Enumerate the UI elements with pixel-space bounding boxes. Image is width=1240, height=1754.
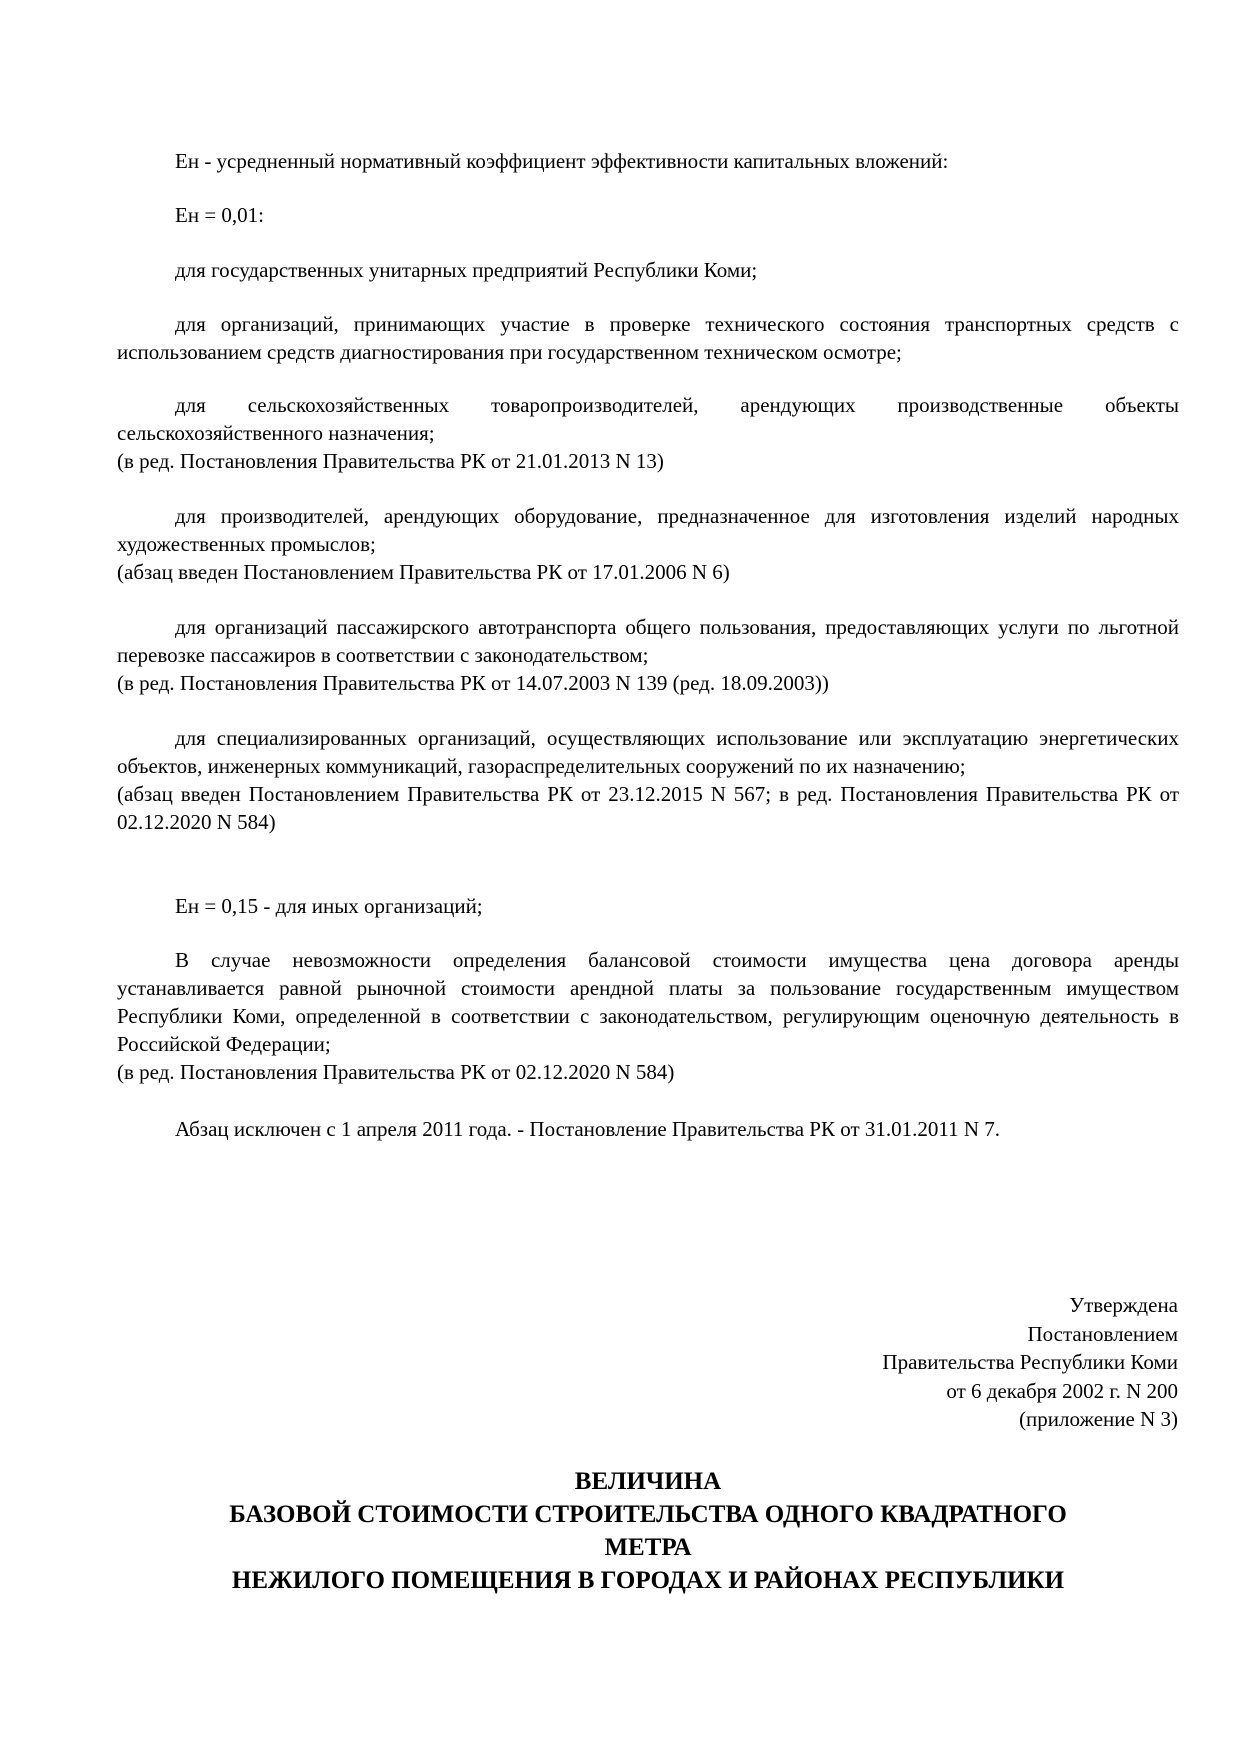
paragraph-crafts <box>117 502 1179 586</box>
amendment-note: (абзац введен Постановлением Правительства РК от 17.01.2006 N 6) <box>117 560 730 584</box>
paragraph-text: для специализированных организаций, осуществляющих использование или эксплуатацию энергетических объектов, инженерных коммуникаций, газораспределительных сооружений по их назначению; <box>117 726 1179 778</box>
approval-block <box>882 1291 1178 1434</box>
paragraph-excluded <box>117 1115 1179 1143</box>
paragraph-transport <box>117 613 1179 697</box>
paragraph-energy <box>117 724 1179 836</box>
paragraph-text: для государственных унитарных предприятий Республики Коми; <box>175 258 758 282</box>
paragraph-text: для сельскохозяйственных товаропроизводителей, арендующих производственные объекты сельскохозяйственного назначения; <box>117 393 1179 445</box>
approval-line: Утверждена <box>1069 1293 1178 1317</box>
amendment-note: (абзац введен Постановлением Правительства РК от 23.12.2015 N 567; в ред. Постановления Правительства РК от 02.12.2020 N 584) <box>117 782 1179 834</box>
paragraph-text: Абзац исключен с 1 апреля 2011 года. - Постановление Правительства РК от 31.01.2011 N 7. <box>175 1117 1001 1141</box>
paragraph-market-value <box>117 946 1179 1086</box>
approval-line: Постановлением <box>1027 1321 1178 1346</box>
paragraph-text: Ен = 0,01: <box>175 203 264 227</box>
approval-line: от 6 декабря 2002 г. N 200 <box>946 1378 1178 1403</box>
title-line: БАЗОВОЙ СТОИМОСТИ СТРОИТЕЛЬСТВА ОДНОГО КВАДРАТНОГО <box>229 1501 1067 1528</box>
paragraph-text: Ен - усредненный нормативный коэффициент эффективности капитальных вложений: <box>175 149 949 173</box>
amendment-note: (в ред. Постановления Правительства РК от 21.01.2013 N 13) <box>117 449 664 473</box>
title-line: НЕЖИЛОГО ПОМЕЩЕНИЯ В ГОРОДАХ И РАЙОНАХ РЕСПУБЛИКИ <box>231 1567 1065 1594</box>
amendment-note: (в ред. Постановления Правительства РК от 02.12.2020 N 584) <box>117 1060 675 1084</box>
amendment-note: (в ред. Постановления Правительства РК от 14.07.2003 N 139 (ред. 18.09.2003)) <box>117 671 829 695</box>
title-line: МЕТРА <box>604 1534 692 1561</box>
paragraph-text: Ен = 0,15 - для иных организаций; <box>175 894 483 918</box>
title-line: ВЕЛИЧИНА <box>574 1468 722 1495</box>
document-title <box>117 1465 1179 1597</box>
paragraph-text: для организаций пассажирского автотранспорта общего пользования, предоставляющих услуги по льготной перевозке пассажиров в соответствии с законодательством; <box>117 615 1179 667</box>
paragraph-techinspection <box>117 310 1179 366</box>
paragraph-en-definition <box>117 147 1179 175</box>
approval-line: Правительства Республики Коми <box>882 1350 1178 1374</box>
paragraph-text: для производителей, арендующих оборудование, предназначенное для изготовления изделий народных художественных промыслов; <box>117 504 1179 556</box>
paragraph-en-001 <box>117 201 1179 229</box>
paragraph-text: В случае невозможности определения балансовой стоимости имущества цена договора аренды устанавливается равной рыночной стоимости арендной платы за пользование государственным имуществом Республики Коми, определенной в соответствии с законодательством, регулирующим оценочную деятельность в Российской Федерации; <box>117 948 1179 1056</box>
approval-line: (приложение N 3) <box>1019 1407 1178 1431</box>
paragraph-agriculture <box>117 391 1179 475</box>
paragraph-text: для организаций, принимающих участие в проверке технического состояния транспортных средств с использованием средств диагностирования при государственном техническом осмотре; <box>117 312 1179 364</box>
paragraph-en-015 <box>117 892 1179 920</box>
paragraph-unitary <box>117 256 1179 284</box>
